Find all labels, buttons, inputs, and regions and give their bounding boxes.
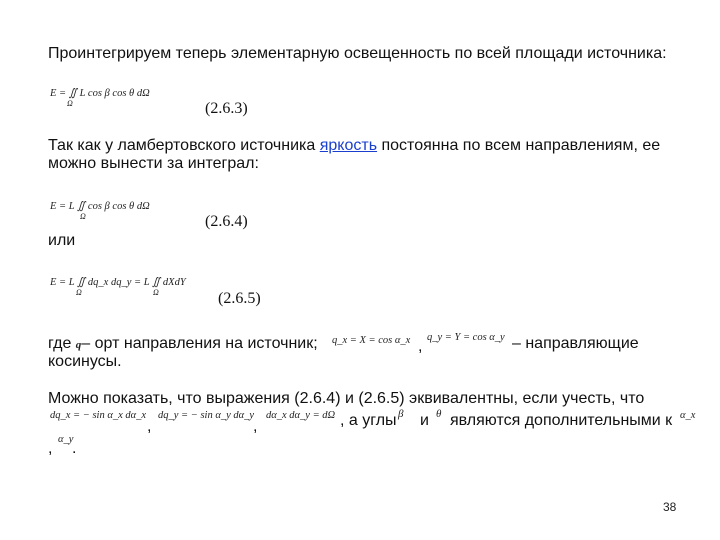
paragraph-3-line-1 [48, 335, 318, 354]
equation-formula: E = L ∬ cos β cos θ dΩ [50, 201, 150, 212]
text: где [48, 335, 76, 352]
text: Так как у ламбертовского источника [48, 137, 320, 154]
integral-domain-label: Ω [76, 288, 82, 297]
paragraph-2-line-2: можно вынести за интеграл: [48, 155, 259, 172]
paragraph-2-line-1 [48, 137, 660, 155]
equation-2-6-3 [50, 87, 150, 99]
equation-number: (2.6.5) [218, 290, 261, 307]
integral-domain-label: Ω [80, 212, 86, 221]
equation-qx: q_x = X = cos α_x [332, 335, 411, 346]
equation-number: (2.6.3) [205, 100, 248, 117]
text: – орт направления на источник; [81, 335, 318, 352]
paragraph-3-line-2: косинусы. [48, 353, 122, 370]
integral-domain-label: Ω [153, 288, 159, 297]
comma: , [253, 418, 258, 435]
connector-text: или [48, 232, 76, 249]
equation-dqy: dq_y = − sin α_y dα_y [158, 410, 255, 421]
paragraph-1: Проинтегрируем теперь элементарную освещенность по всей площади источника: [48, 45, 667, 62]
equation-formula: E = L ∬ dq_x dq_y = L ∬ dXdY [50, 277, 186, 288]
text: постоянна по всем направлениям, ее [377, 137, 661, 154]
comma: , [418, 338, 423, 355]
equation-formula: E = ∬ L cos β cos θ dΩ [50, 88, 150, 99]
beta-symbol: β [398, 408, 404, 420]
text-angles: , а углы [340, 412, 397, 429]
paragraph-4-line-1: Можно показать, что выражения (2.6.4) и (2.6.5) эквивалентны, если учесть, что [48, 390, 645, 407]
integral-domain-label: Ω [67, 99, 73, 108]
alpha-x-symbol: α_x [680, 410, 696, 421]
alpha-y-symbol: α_y [58, 434, 74, 445]
equation-dalpha: dα_x dα_y = dΩ [266, 410, 336, 421]
equation-number: (2.6.4) [205, 213, 248, 230]
comma: , [48, 440, 53, 457]
text-and: и [420, 412, 429, 429]
comma: , [147, 418, 152, 435]
brightness-link[interactable]: яркость [319, 137, 378, 154]
theta-symbol: θ [436, 408, 442, 420]
equation-dqx: dq_x = − sin α_x dα_x [50, 410, 147, 421]
period: . [72, 440, 77, 457]
page-number: 38 [663, 500, 677, 514]
equation-qy: q_y = Y = cos α_y [427, 332, 505, 343]
text-complementary: являются дополнительными к [450, 412, 673, 429]
unit-vector-symbol: q [75, 339, 82, 351]
equation-2-6-4 [50, 200, 150, 212]
paragraph-3-end: – направляющие [512, 335, 639, 352]
equation-2-6-5 [50, 276, 186, 288]
